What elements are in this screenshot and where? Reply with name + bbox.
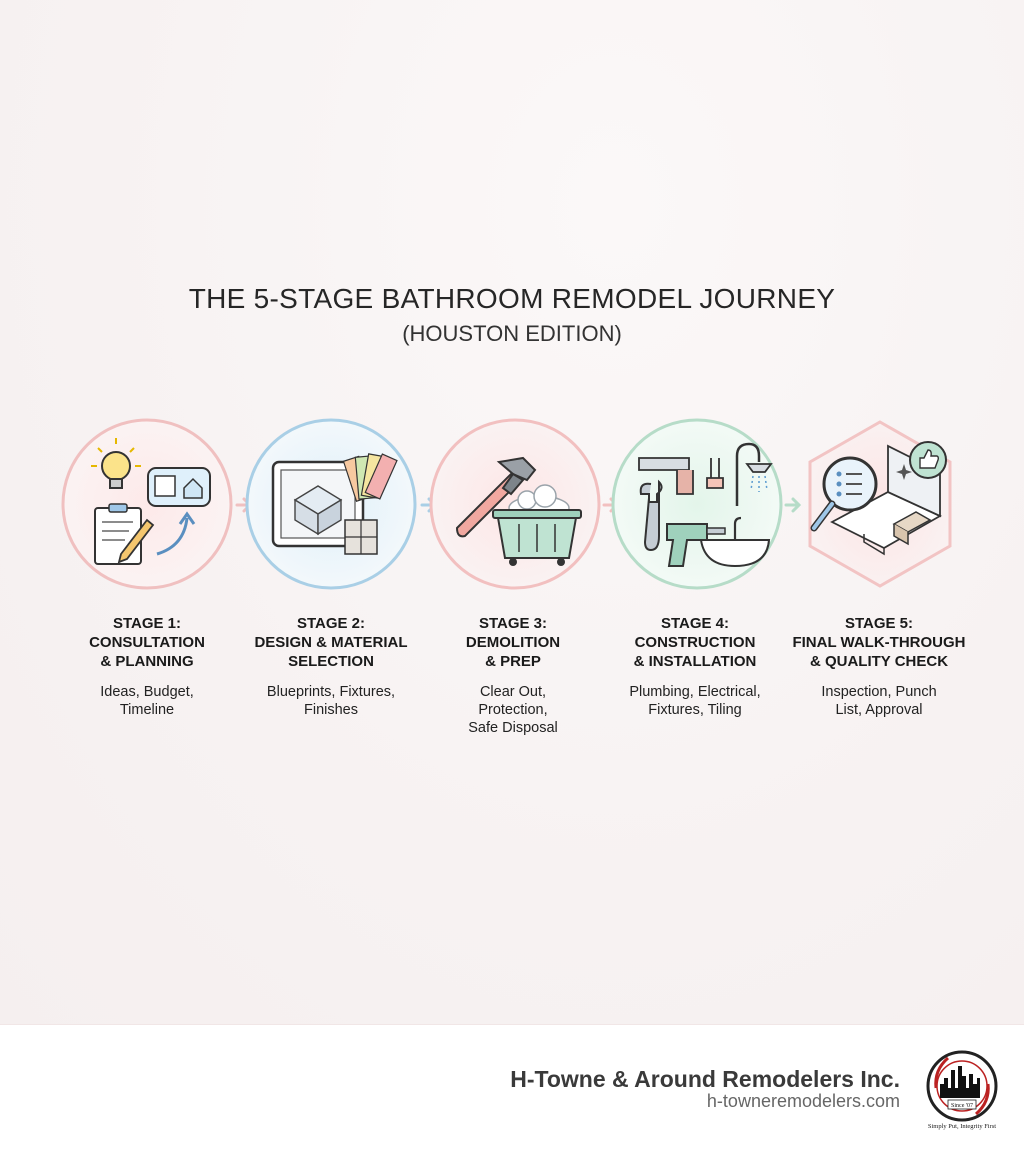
stage-5-title [784,614,974,671]
stage-5-title-line: STAGE 5: [844,615,914,632]
page-title: THE 5-STAGE BATHROOM REMODEL JOURNEY [188,283,836,314]
stage-1-title-line: CONSULTATION [89,634,205,651]
company-name: H-Towne & Around Remodelers Inc. [510,1066,900,1092]
stage-5-title-line: FINAL WALK-THROUGH [792,634,966,651]
stage-3-description [418,683,608,737]
stage-3-desc-line: Safe Disposal [468,720,558,736]
stage-2-icon-badge [243,416,419,592]
stage-4-title-line: & INSTALLATION [633,653,757,670]
stage-1-description [52,683,242,719]
stage-4-title [600,614,790,671]
stage-1-desc-line: Ideas, Budget, [100,684,194,700]
stage-3-title-line: STAGE 3: [478,615,548,632]
stage-4-icon-badge [609,416,785,592]
stage-3-desc-line: Protection, [478,702,548,718]
stage-5-desc-line: List, Approval [835,702,923,718]
stage-2-title [236,614,426,671]
company-website[interactable]: h-towneremodelers.com [706,1091,900,1111]
stage-3-icon-badge [427,416,603,592]
stage-4-desc-line: Fixtures, Tiling [648,702,742,718]
stage-2-description [236,683,426,719]
stage-2-title-line: DESIGN & MATERIAL [254,634,408,651]
stage-3-desc-line: Clear Out, [479,684,547,700]
stage-4-title-line: CONSTRUCTION [634,634,756,651]
demolition-prep-icon [427,416,603,592]
stage-5-desc-line: Inspection, Punch [821,684,937,700]
page-subtitle: (HOUSTON EDITION) [402,321,622,346]
stage-3-title-line: & PREP [485,653,541,670]
stage-4-desc-line: Plumbing, Electrical, [629,684,761,700]
stage-1-icon-badge [59,416,235,592]
logo-since-text: Since '07 [951,1103,973,1109]
consultation-planning-icon [59,416,235,592]
stage-5-description [784,683,974,719]
stage-5-icon-badge [792,416,968,592]
stage-3-title [418,614,608,671]
stage-4-description [600,683,790,719]
stage-2-title-line: SELECTION [288,653,374,670]
final-walkthrough-icon [792,416,968,592]
stage-1-desc-line: Timeline [119,702,175,718]
stage-1-title-line: & PLANNING [100,653,194,670]
stage-5-title-line: & QUALITY CHECK [809,653,949,670]
stage-1-title-line: STAGE 1: [112,615,182,632]
construction-installation-icon [609,416,785,592]
stage-1-title [52,614,242,671]
design-material-icon [243,416,419,592]
stage-4-title-line: STAGE 4: [660,615,730,632]
stage-2-title-line: STAGE 2: [296,615,366,632]
stage-2-desc-line: Blueprints, Fixtures, [266,684,396,700]
stage-2-desc-line: Finishes [304,702,358,718]
company-logo [924,1048,1000,1132]
stage-3-title-line: DEMOLITION [465,634,561,651]
logo-tagline: Simply Put, Integrity First [927,1123,997,1130]
